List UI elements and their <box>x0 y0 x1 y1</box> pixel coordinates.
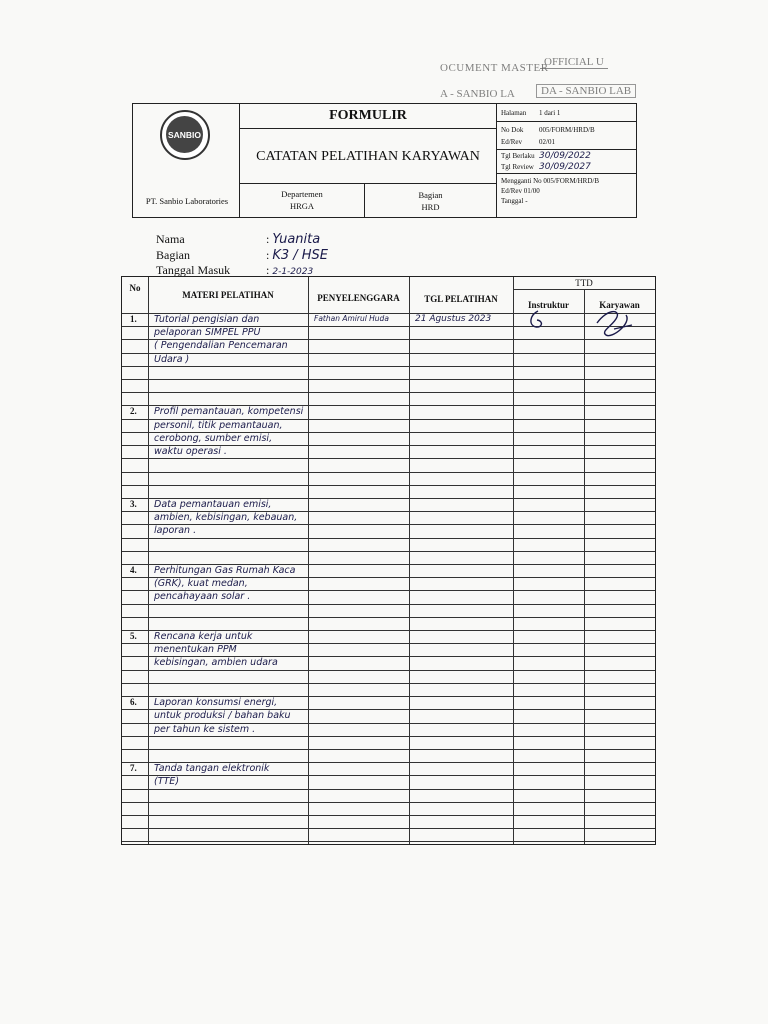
official-stamp: OFFICIAL U <box>540 56 608 69</box>
nama-label: Nama <box>156 232 185 246</box>
company-name: PT. Sanbio Laboratories <box>145 196 229 206</box>
row-line <box>122 379 655 380</box>
materi-line: kebisingan, ambien udara <box>154 657 278 669</box>
materi-line: ambien, kebisingan, kebauan, <box>154 512 298 524</box>
row-line <box>122 802 655 803</box>
penyelenggara-value: Fathan Amirul Huda <box>314 314 389 323</box>
row-line <box>122 736 655 737</box>
row-line <box>122 815 655 816</box>
materi-line: menentukan PPM <box>154 644 237 656</box>
row-line <box>122 353 655 354</box>
col-divider <box>513 277 514 844</box>
sanbio-stamp-left: A - SANBIO LA <box>440 88 515 100</box>
materi-line: Data pemantauan emisi, <box>154 498 272 510</box>
ttd-divider <box>513 289 655 290</box>
header-instruktur: Instruktur <box>527 300 569 310</box>
row-line <box>122 366 655 367</box>
row-line <box>122 604 655 605</box>
entry-number: 3. <box>130 498 137 509</box>
row-line <box>122 775 655 776</box>
row-line <box>122 683 655 684</box>
entry-number: 7. <box>130 763 137 774</box>
row-line <box>122 485 655 486</box>
entry-number: 2. <box>130 406 137 417</box>
materi-line: waktu operasi . <box>154 446 227 458</box>
header-penyelenggara: PENYELENGGARA <box>317 293 400 303</box>
tgl-pelatihan-value: 21 Agustus 2023 <box>415 314 492 324</box>
document-info-cell <box>496 104 636 217</box>
info-mengganti: Mengganti No 005/FORM/HRD/B Ed/Rev 01/00 Tanggal - <box>501 177 600 205</box>
bagian-value: HRD <box>421 202 440 212</box>
materi-line: Tanda tangan elektronik <box>154 763 270 775</box>
col-divider <box>584 289 585 844</box>
materi-line: personil, titik pemantauan, <box>154 419 283 431</box>
logo-text: SANBIO <box>166 116 203 153</box>
row-line <box>122 392 655 393</box>
materi-line: Perhitungan Gas Rumah Kaca <box>154 564 296 576</box>
row-line <box>122 472 655 473</box>
row-line <box>122 749 655 750</box>
info-nodok: No Dok 005/FORM/HRD/B Ed/Rev 02/01 <box>497 122 637 150</box>
form-header <box>132 103 637 218</box>
materi-line: (TTE) <box>154 776 180 788</box>
row-line <box>122 524 655 525</box>
entry-number: 4. <box>130 564 137 575</box>
materi-line: Udara ) <box>154 353 190 365</box>
materi-line: (GRK), kuat medan, <box>154 578 248 590</box>
info-tanggal: Tgl Berlaku 30/09/2022 Tgl Review 30/09/2027 <box>497 150 637 174</box>
form-title: CATATAN PELATIHAN KARYAWAN <box>240 129 496 184</box>
nama-row: Nama : Yuanita <box>156 232 321 247</box>
departemen-value: HRGA <box>289 201 315 211</box>
tanggal-masuk-label: Tanggal Masuk <box>156 263 231 277</box>
sanbio-stamp-right: DA - SANBIO LAB <box>536 84 636 98</box>
tanggal-masuk-row: Tanggal Masuk : 2-1-2023 <box>156 263 314 277</box>
materi-line: Profil pemantauan, kompetensi <box>154 406 304 418</box>
header-no: No <box>129 283 141 293</box>
employee-bagian-label: Bagian <box>156 248 190 262</box>
materi-line: Laporan konsumsi energi, <box>154 697 278 709</box>
bagian-label: Bagian <box>418 190 443 200</box>
sanbio-logo <box>160 110 210 160</box>
col-divider <box>409 277 410 844</box>
bagian-row: Bagian : K3 / HSE <box>156 248 329 263</box>
training-table <box>121 276 656 845</box>
title-cell <box>240 104 496 217</box>
entry-number: 5. <box>130 631 137 642</box>
formulir-label: FORMULIR <box>240 104 496 129</box>
row-line <box>122 789 655 790</box>
bagian-cell <box>365 184 496 217</box>
materi-line: untuk produksi / bahan baku <box>154 710 291 722</box>
tanggal-masuk-value: 2-1-2023 <box>272 267 314 277</box>
materi-line: pelaporan SIMPEL PPU <box>154 327 261 339</box>
materi-line: pencahayaan solar . <box>154 591 251 603</box>
row-line <box>122 841 655 842</box>
row-line <box>122 458 655 459</box>
col-divider <box>308 277 309 844</box>
karyawan-signature <box>592 303 642 343</box>
document-master-stamp: OCUMENT MASTER <box>440 62 549 74</box>
materi-line: Tutorial pengisian dan <box>154 314 260 325</box>
header-karyawan: Karyawan <box>599 300 640 310</box>
materi-line: per tahun ke sistem . <box>154 723 256 735</box>
entry-number: 1. <box>130 314 137 324</box>
departemen-cell <box>240 184 365 217</box>
col-divider <box>148 277 149 844</box>
materi-line: laporan . <box>154 525 197 537</box>
row-line <box>122 551 655 552</box>
materi-line: cerobong, sumber emisi, <box>154 432 273 444</box>
row-line <box>122 670 655 671</box>
instruktur-signature <box>520 307 560 331</box>
header-tgl: TGL PELATIHAN <box>424 294 498 304</box>
logo-cell <box>133 104 240 217</box>
nama-value: Yuanita <box>272 232 321 247</box>
info-halaman: Halaman 1 dari 1 <box>497 104 637 122</box>
row-line <box>122 828 655 829</box>
materi-line: Rencana kerja untuk <box>154 631 253 643</box>
row-line <box>122 538 655 539</box>
header-ttd: TTD <box>575 278 593 288</box>
employee-bagian-value: K3 / HSE <box>272 248 329 263</box>
entry-number: 6. <box>130 697 137 708</box>
header-materi: MATERI PELATIHAN <box>182 290 274 300</box>
materi-line: ( Pengendalian Pencemaran <box>154 340 288 352</box>
departemen-label: Departemen <box>281 189 323 199</box>
row-line <box>122 617 655 618</box>
